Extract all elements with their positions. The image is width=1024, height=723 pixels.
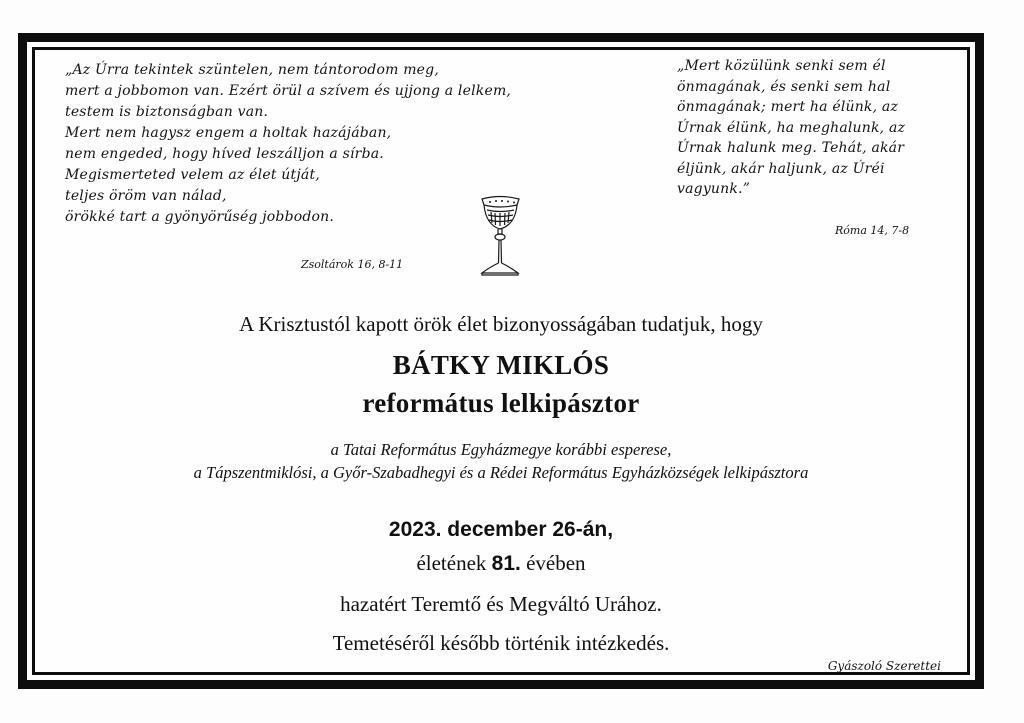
age-number: 81. (491, 552, 521, 575)
romans-reference: Róma 14, 7-8 (835, 224, 910, 237)
age-line (35, 551, 967, 576)
psalm-line: nem engeded, hogy híved leszálljon a sírba. (65, 146, 384, 162)
romans-line: önmagának; mert ha élünk, az (677, 99, 899, 115)
psalm-quote (65, 60, 512, 228)
mourning-border-outer (18, 33, 984, 689)
date-of-death: 2023. december 26-án, (388, 518, 614, 541)
romans-quote (677, 56, 957, 200)
funeral-notice: Temetéséről később történik intézkedés. (332, 631, 670, 655)
deceased-title: református lelkipásztor (362, 388, 640, 418)
psalm-line: „Az Úrra tekintek szüntelen, nem tántorodom meg, (65, 62, 439, 78)
psalm-line: mert a jobbomon van. Ezért örül a szívem és ujjong a lelkem, (65, 83, 512, 99)
romans-line: vagyunk.” (677, 181, 751, 197)
age-suffix: évében (526, 551, 586, 575)
ministry-positions (35, 438, 967, 484)
psalm-line: Megismerteted velem az élet útját, (65, 167, 320, 183)
position-line: a Tatai Református Egyházmegye korábbi esperese, (330, 440, 672, 459)
mourning-border-inner (32, 47, 970, 675)
psalm-reference: Zsoltárok 16, 8-11 (301, 258, 404, 271)
chalice-icon (478, 193, 523, 278)
psalm-line: örökké tart a gyönyörűség jobbodon. (65, 209, 335, 225)
mourners-signature: Gyászoló Szerettei (827, 659, 941, 673)
age-prefix: életének (416, 551, 487, 575)
romans-line: „Mert közülünk senki sem él (677, 58, 886, 74)
position-line: a Tápszentmiklósi, a Győr-Szabadhegyi és a Rédei Református Egyházközségek lelkipásztora (193, 463, 809, 482)
psalm-line: Mert nem hagysz engem a holtak hazájában, (65, 125, 392, 141)
deceased-name: BÁTKY MIKLÓS (392, 350, 610, 380)
romans-line: Úrnak élünk, ha meghalunk, az (677, 119, 906, 136)
romans-line: Úrnak halunk meg. Tehát, akár (677, 140, 905, 156)
psalm-line: teljes öröm van nálad, (65, 188, 227, 204)
psalm-line: testem is biztonságban van. (65, 104, 269, 120)
announcement-intro: A Krisztustól kapott örök élet bizonyosságában tudatjuk, hogy (239, 312, 763, 336)
romans-line: önmagának, és senki sem hal (677, 78, 891, 95)
romans-line: éljünk, akár haljunk, az Úréi (677, 160, 885, 177)
passing-statement: hazatért Teremtő és Megváltó Urához. (340, 592, 662, 616)
